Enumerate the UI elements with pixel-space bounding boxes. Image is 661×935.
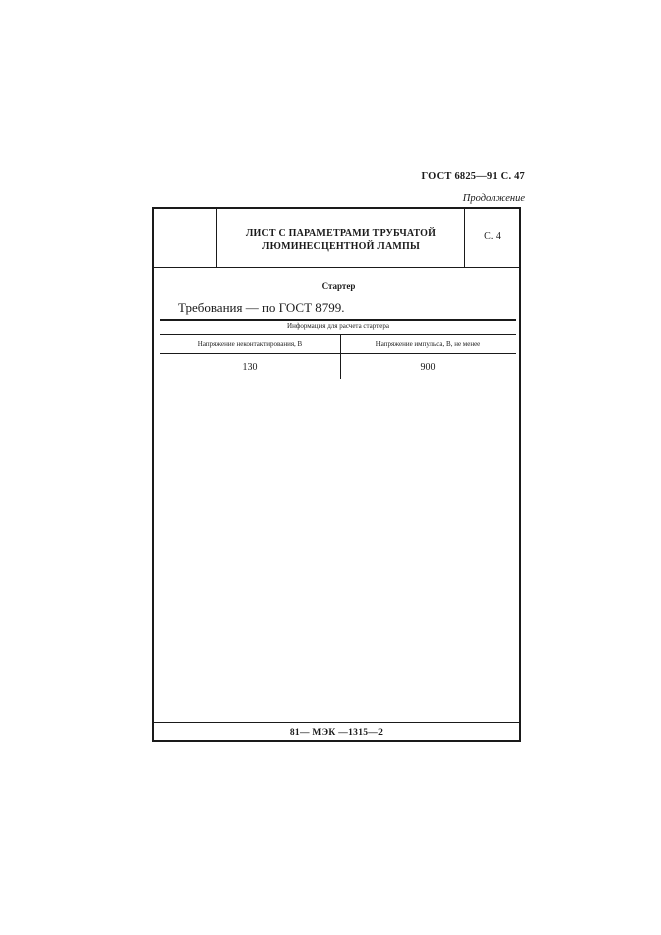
sheet-title-line-2: ЛЮМИНЕСЦЕНТНОЙ ЛАМПЫ — [261, 241, 421, 252]
parameter-sheet-frame — [152, 207, 521, 742]
table-header-rule — [160, 353, 516, 354]
table-caption: Информация для расчета стартера — [287, 322, 389, 330]
continuation-label: Продолжение — [462, 193, 525, 204]
sheet-title-line-1: ЛИСТ С ПАРАМЕТРАМИ ТРУБЧАТОЙ — [245, 228, 437, 239]
value-voltage-noncontact: 130 — [242, 362, 258, 373]
footer-rule — [154, 722, 519, 723]
sheet-title — [218, 227, 464, 253]
footer-code: 81— МЭК —1315—2 — [289, 728, 384, 738]
column-header-voltage-impulse: Напряжение импульса, В, не менее — [375, 340, 481, 348]
header-divider-left — [216, 209, 217, 268]
sheet-header — [154, 209, 519, 268]
document-reference: ГОСТ 6825—91 С. 47 — [421, 171, 525, 182]
value-voltage-impulse: 900 — [420, 362, 436, 373]
header-divider-right — [464, 209, 465, 268]
section-title: Стартер — [321, 281, 356, 291]
requirements-text: Требования — по ГОСТ 8799. — [178, 300, 345, 315]
sheet-page-number: С. 4 — [484, 231, 501, 242]
table-caption-rule — [160, 334, 516, 335]
table-top-rule — [160, 319, 516, 321]
column-header-voltage-noncontact: Напряжение неконтактирования, В — [197, 340, 303, 348]
